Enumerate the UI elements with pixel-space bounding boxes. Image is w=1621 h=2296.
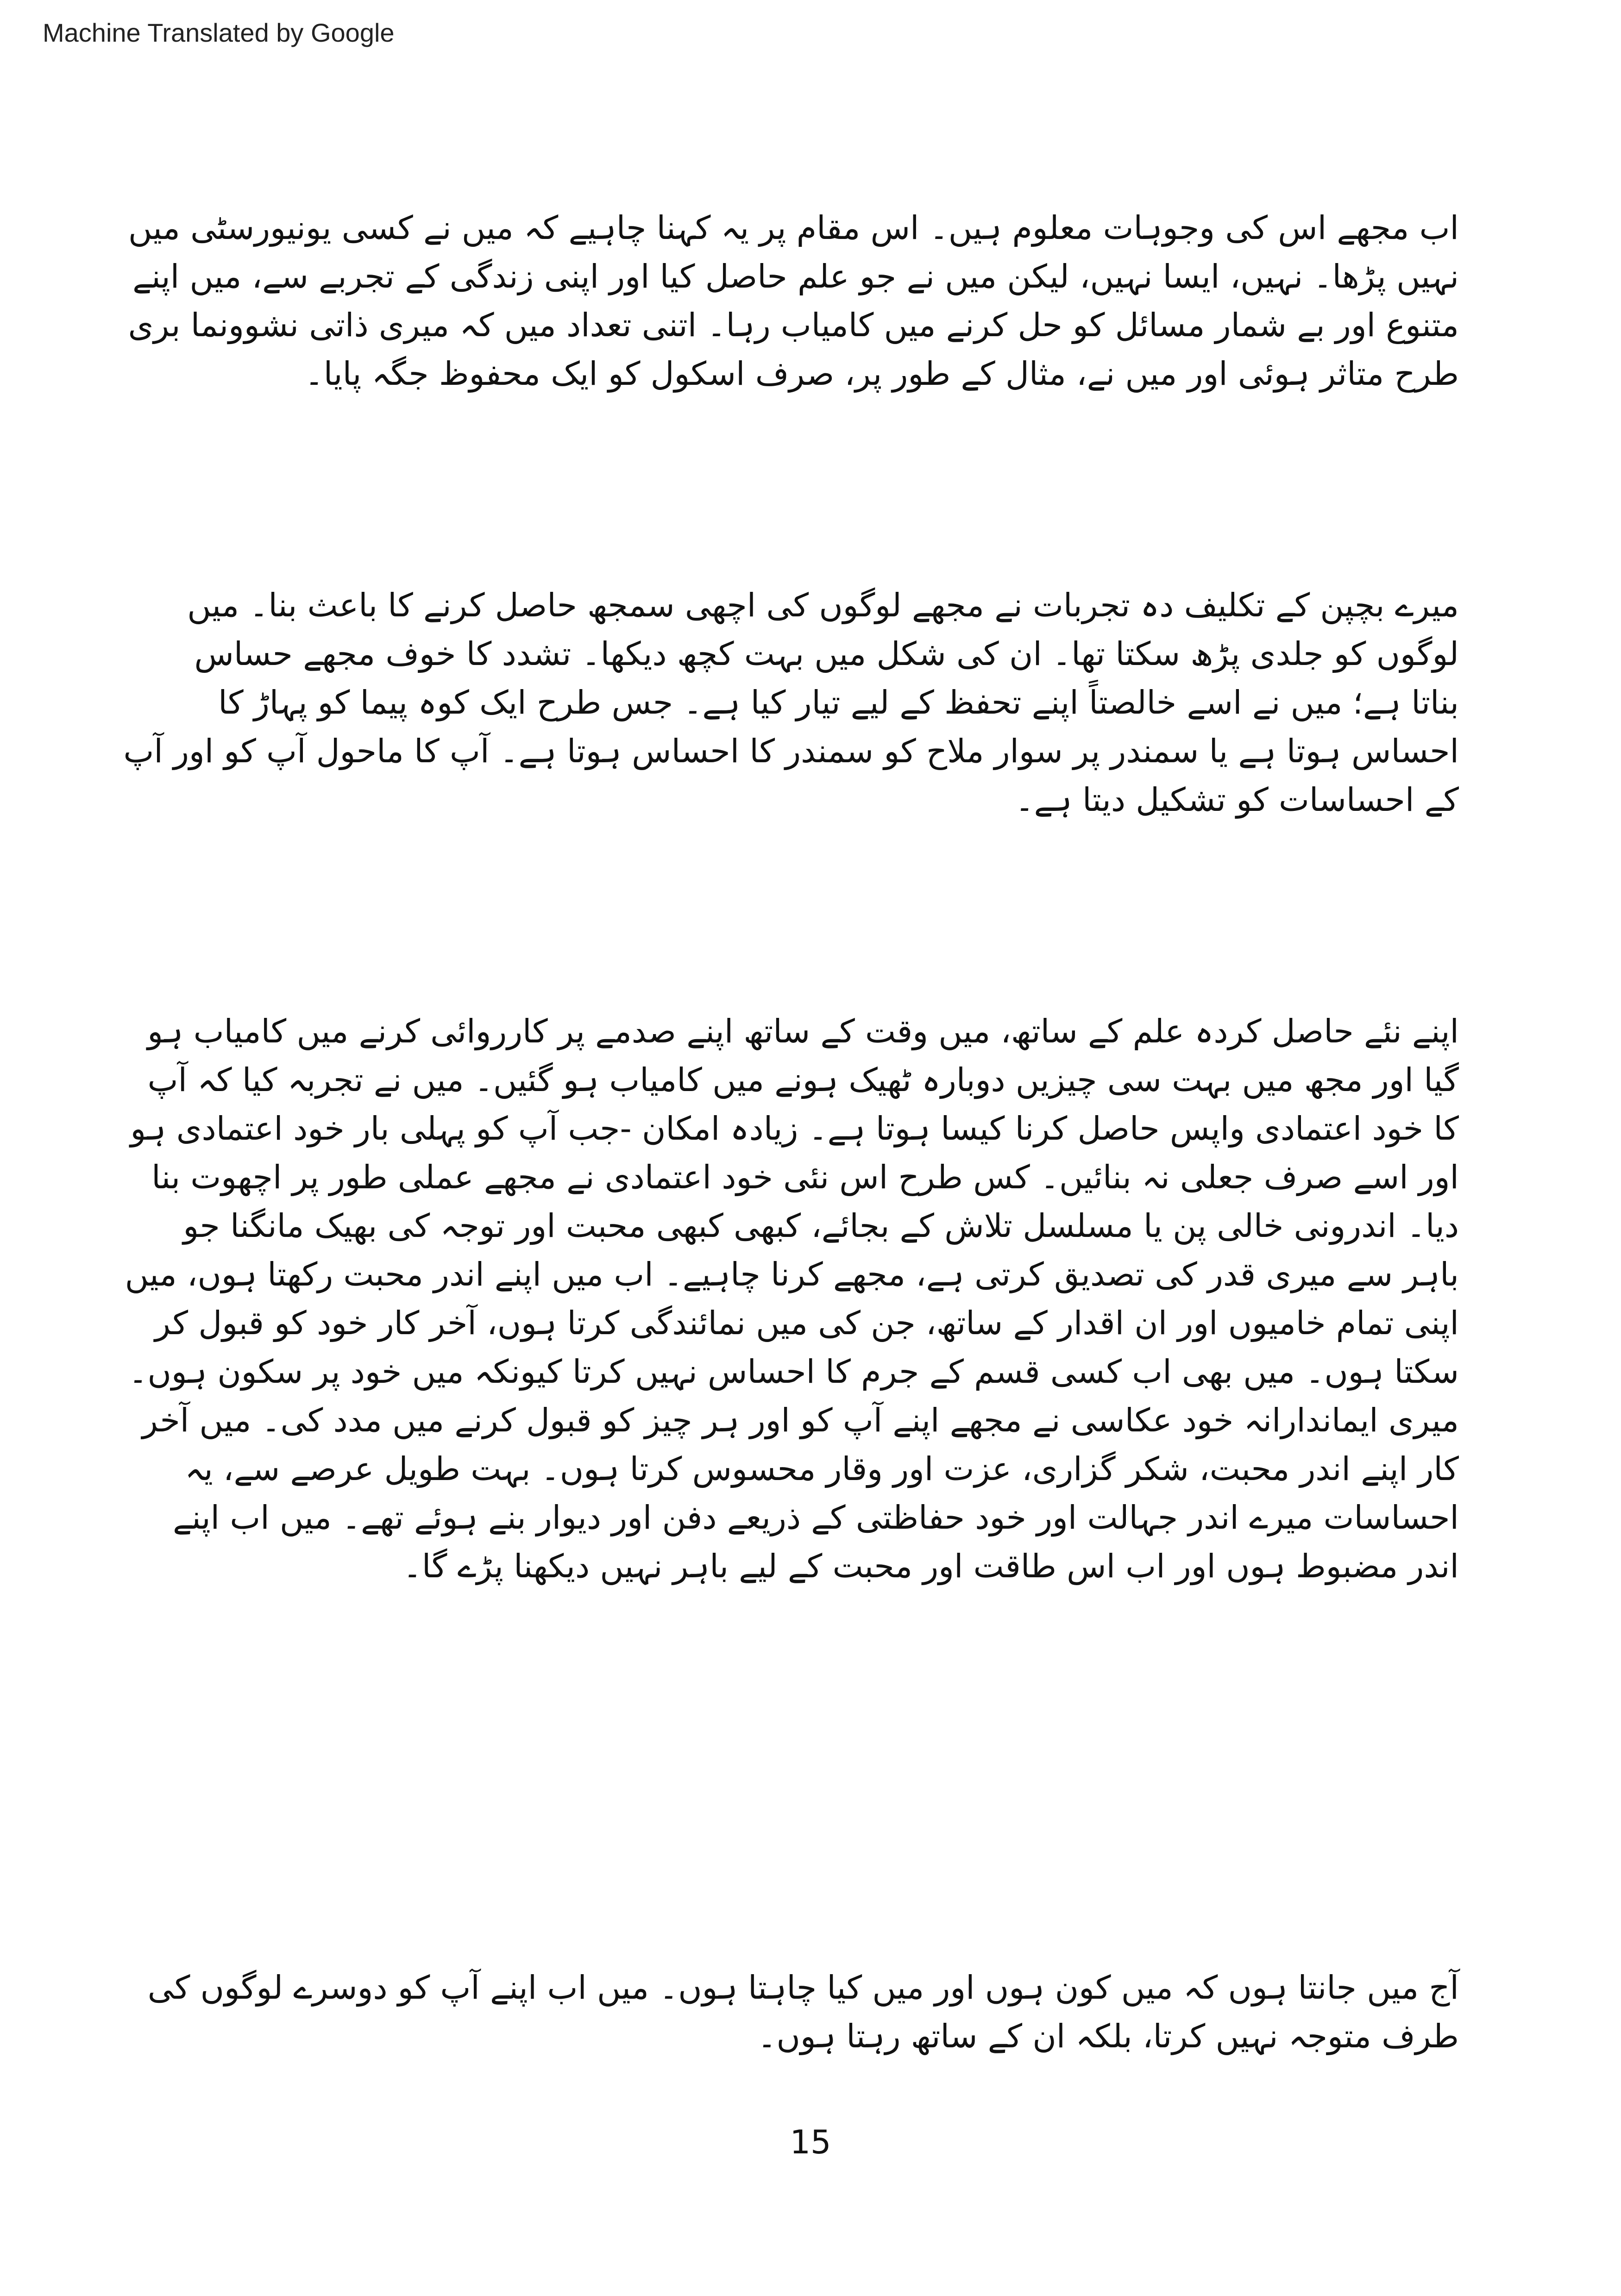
paragraph-line: میرے بچپن کے تکلیف دہ تجربات نے مجھے لوگوں کی اچھی سمجھ حاصل کرنے کا باعث بنا۔ میں (187, 586, 1459, 624)
paragraph-line: متنوع اور بے شمار مسائل کو حل کرنے میں کامیاب رہا۔ اتنی تعداد میں کہ میری ذاتی نشوونما بری (128, 306, 1459, 344)
page-number: 15 (790, 2123, 831, 2161)
paragraph-line: میری ایماندارانہ خود عکاسی نے مجھے اپنے آپ کو اور ہر چیز کو قبول کرنے میں مدد کی۔ میں آخر (142, 1401, 1459, 1439)
paragraph-line: کے احساسات کو تشکیل دیتا ہے۔ (1015, 781, 1459, 819)
paragraph-line: اب مجھے اس کی وجوہات معلوم ہیں۔ اس مقام پر یہ کہنا چاہیے کہ میں نے کسی یونیورسٹی میں (128, 209, 1459, 247)
paragraph-line: سکتا ہوں۔ میں بھی اب کسی قسم کے جرم کا احساس نہیں کرتا کیونکہ میں خود پر سکون ہوں۔ (128, 1353, 1459, 1391)
paragraph-1 (128, 204, 1459, 398)
paragraph-line: دیا۔ اندرونی خالی پن یا مسلسل تلاش کے بجائے، کبھی کبھی محبت اور توجہ کی بھیک مانگنا جو (183, 1207, 1459, 1245)
paragraph-2 (123, 581, 1459, 824)
paragraph-line: اندر مضبوط ہوں اور اب اس طاقت اور محبت کے لیے باہر نہیں دیکھنا پڑے گا۔ (402, 1547, 1459, 1585)
paragraph-line: اور اسے صرف جعلی نہ بنائیں۔ کس طرح اس نئی خود اعتمادی نے مجھے عملی طور پر اچھوت بنا (151, 1158, 1459, 1196)
paragraph-line: آج میں جانتا ہوں کہ میں کون ہوں اور میں کیا چاہتا ہوں۔ میں اب اپنے آپ کو دوسرے لوگوں کی (147, 1969, 1459, 2007)
paragraph-line: نہیں پڑھا۔ نہیں، ایسا نہیں، لیکن میں نے جو علم حاصل کیا اور اپنی زندگی کے تجربے سے، میں اپنے (132, 257, 1459, 295)
paragraph-line: لوگوں کو جلدی پڑھ سکتا تھا۔ ان کی شکل میں بہت کچھ دیکھا۔ تشدد کا خوف مجھے حساس (194, 635, 1459, 673)
paragraph-line: احساسات میرے اندر جہالت اور خود حفاظتی کے ذریعے دفن اور دیوار بنے ہوئے تھے۔ میں اب اپنے (173, 1499, 1459, 1537)
paragraph-line: بناتا ہے؛ میں نے اسے خالصتاً اپنے تحفظ کے لیے تیار کیا ہے۔ جس طرح ایک کوہ پیما کو پہاڑ کا (218, 684, 1459, 721)
paragraph-3 (125, 1007, 1459, 1591)
paragraph-line: کار اپنے اندر محبت، شکر گزاری، عزت اور وقار محسوس کرتا ہوں۔ بہت طویل عرصے سے، یہ (185, 1450, 1459, 1488)
paragraph-line: کا خود اعتمادی واپس حاصل کرنا کیسا ہوتا ہے۔ زیادہ امکان -جب آپ کو پہلی بار خود اعتمادی ہو (130, 1110, 1459, 1148)
paragraph-line: طرح متاثر ہوئی اور میں نے، مثال کے طور پر، صرف اسکول کو ایک محفوظ جگہ پایا۔ (304, 355, 1459, 393)
paragraph-4 (147, 1964, 1459, 2061)
paragraph-line: گیا اور مجھ میں بہت سی چیزیں دوبارہ ٹھیک ہونے میں کامیاب ہو گئیں۔ میں نے تجربہ کیا کہ آپ (147, 1061, 1459, 1099)
machine-translation-notice: Machine Translated by Google (43, 18, 395, 47)
paragraph-line: طرف متوجہ نہیں کرتا، بلکہ ان کے ساتھ رہتا ہوں۔ (757, 2017, 1459, 2055)
paragraph-line: اپنی تمام خامیوں اور ان اقدار کے ساتھ، جن کی میں نمائندگی کرتا ہوں، آخر کار خود کو قبول کر (155, 1304, 1459, 1342)
paragraph-line: باہر سے میری قدر کی تصدیق کرتی ہے، مجھے کرنا چاہیے۔ اب میں اپنے اندر محبت رکھتا ہوں، میں (125, 1255, 1459, 1293)
paragraph-line: اپنے نئے حاصل کردہ علم کے ساتھ، میں وقت کے ساتھ اپنے صدمے پر کارروائی کرنے میں کامیاب ہو (147, 1012, 1459, 1050)
paragraph-line: احساس ہوتا ہے یا سمندر پر سوار ملاح کو سمندر کا احساس ہوتا ہے۔ آپ کا ماحول آپ کو اور آپ (123, 732, 1459, 770)
